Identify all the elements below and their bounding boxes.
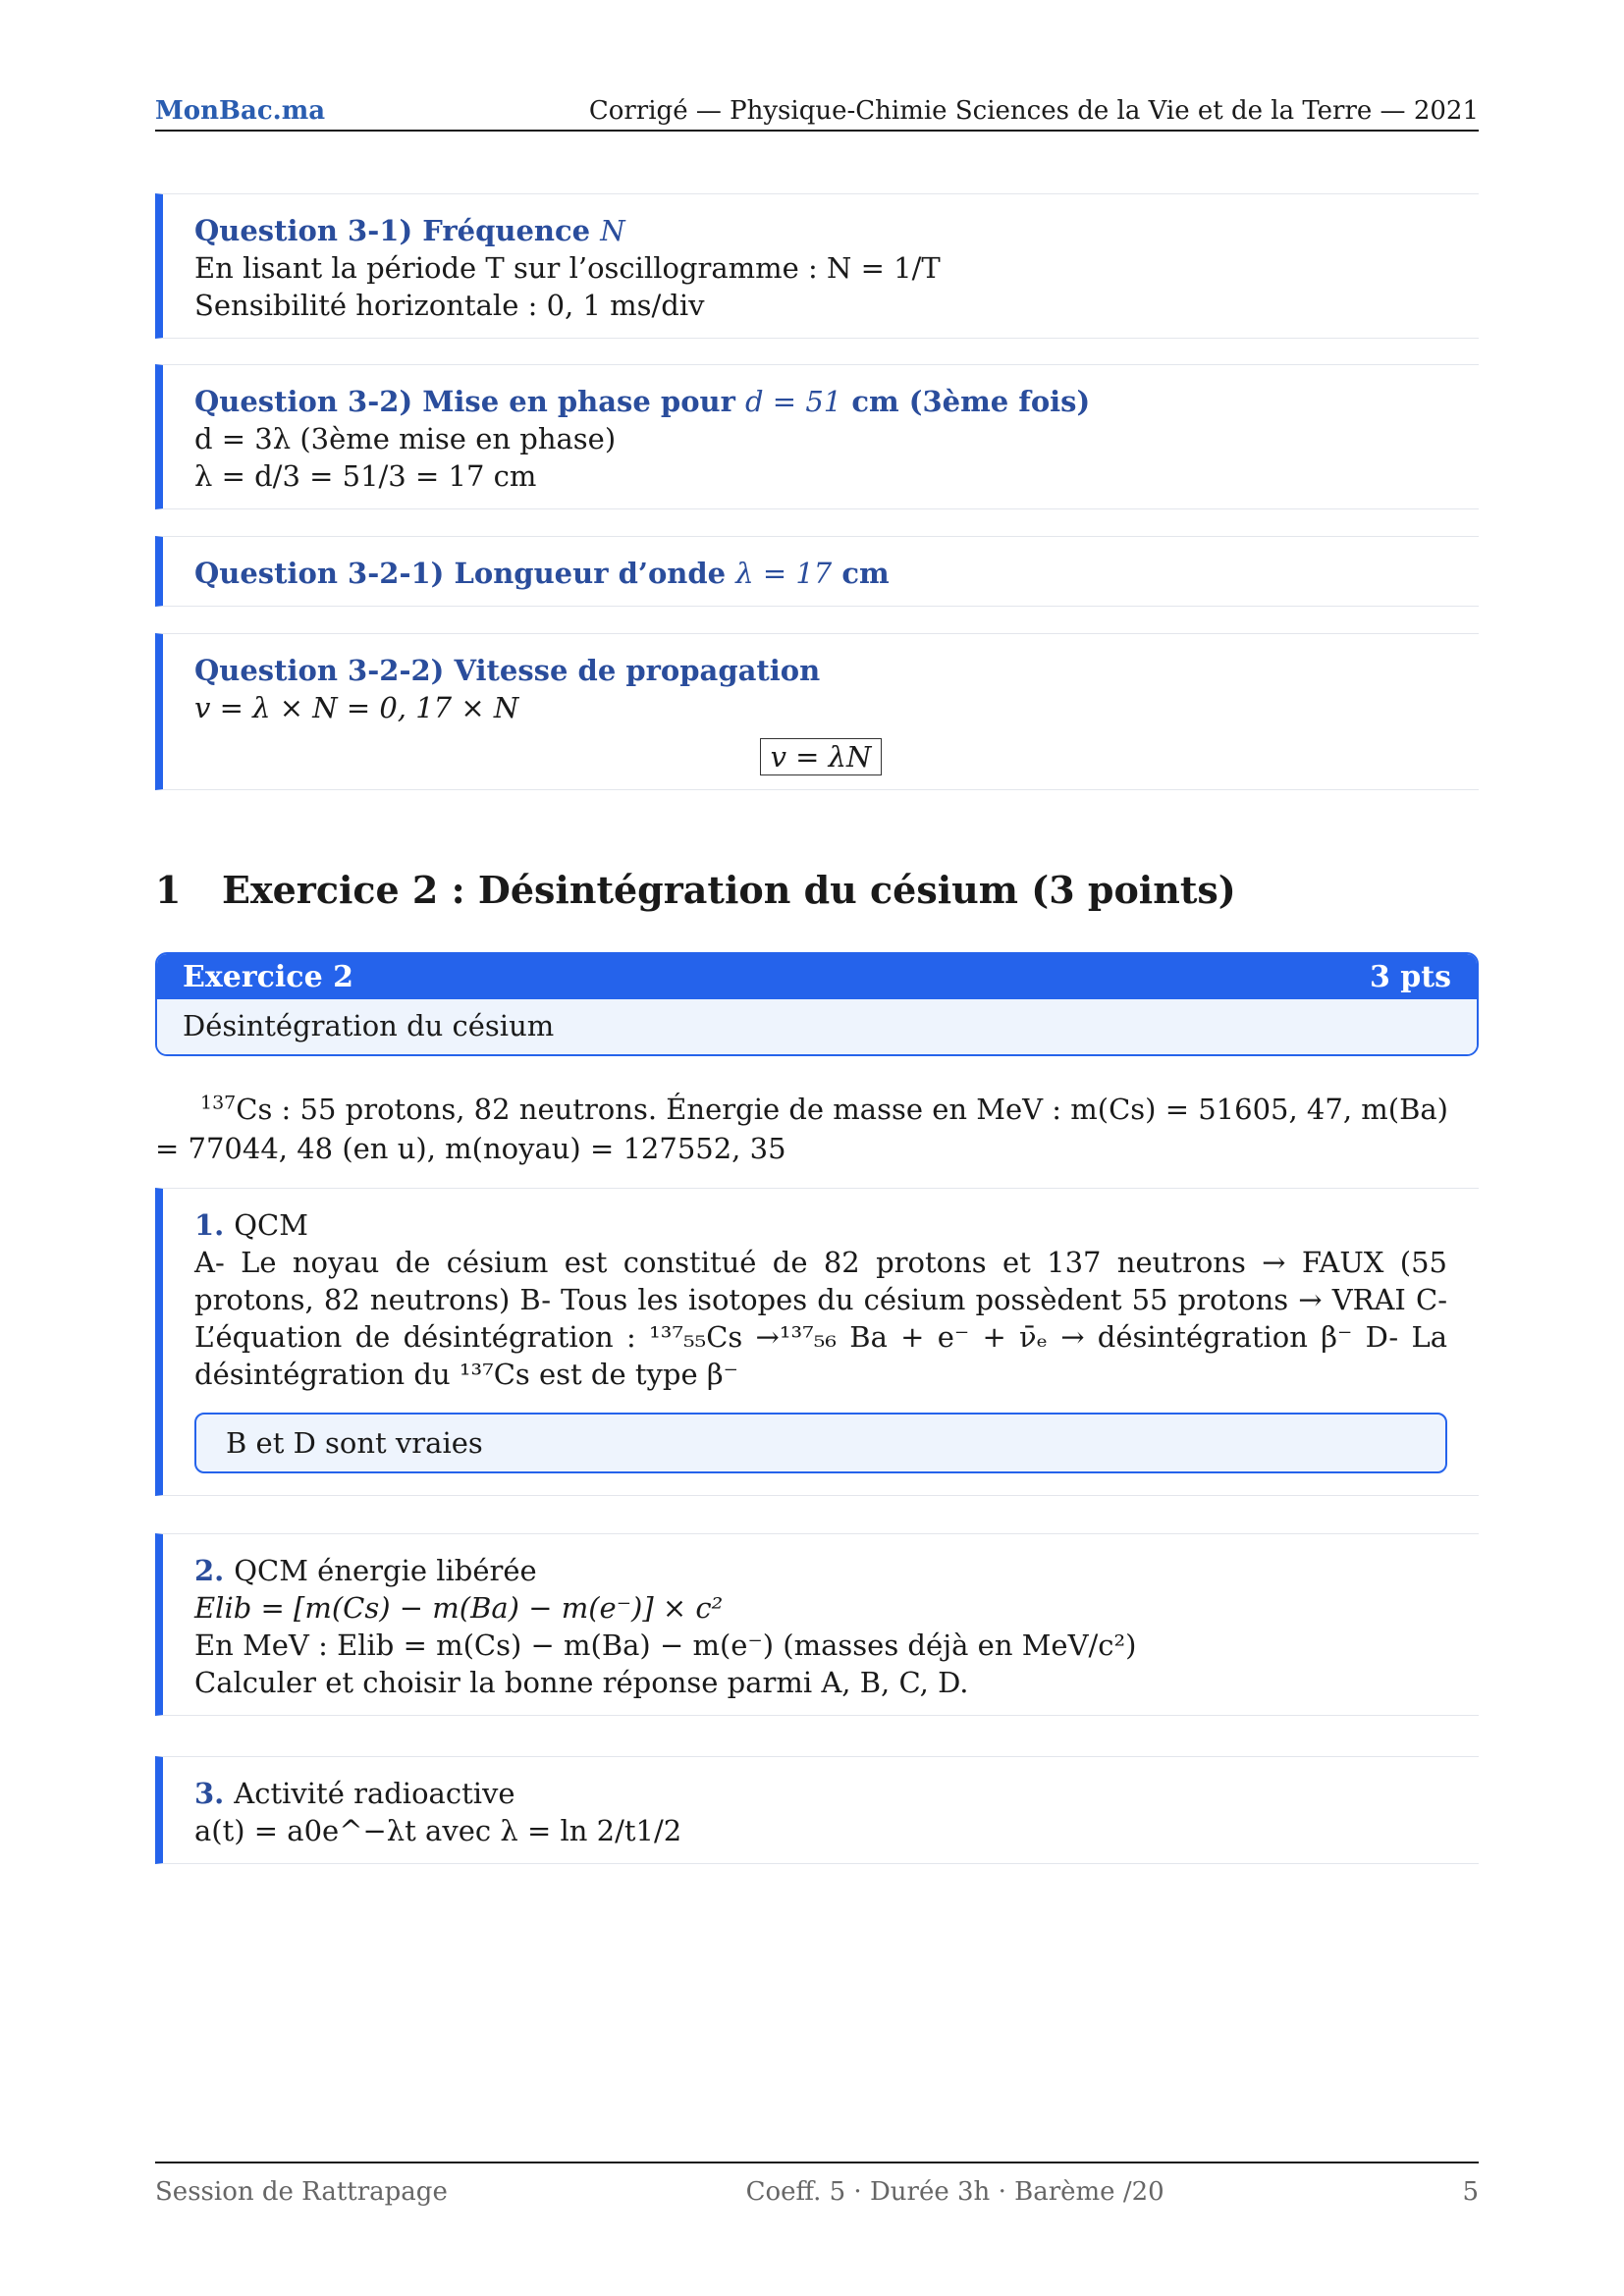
footer-session: Session de Rattrapage (155, 2177, 448, 2207)
item-3-number: 3. (194, 1777, 225, 1810)
question-3-2-2-title: Question 3-2-2) Vitesse de propagation (194, 654, 821, 687)
item-3-title: Activité radioactive (234, 1777, 515, 1810)
question-3-2-1-title: Question 3-2-1) Longueur d’onde λ = 17 cm (194, 557, 890, 590)
boxed-formula: v = λN (760, 738, 883, 775)
section-heading (155, 868, 1236, 912)
item-1-number: 1. (194, 1208, 225, 1242)
item-1-box (155, 1188, 1479, 1496)
intro-text: Cs : 55 protons, 82 neutrons. Énergie de masse en MeV : m(Cs) = 51605, 47, m(Ba) = 77044, 48 (en u), m(noyau) = 127552, 35 (155, 1093, 1448, 1165)
item-3-box (155, 1756, 1479, 1864)
question-3-2-title: Question 3-2) Mise en phase pour d = 51 cm (3ème fois) (194, 385, 1091, 418)
page-number: 5 (1462, 2177, 1479, 2207)
item-2-line2: En MeV : Elib = m(Cs) − m(Ba) − m(e⁻) (masses déjà en MeV/c²) (194, 1629, 1137, 1662)
footer-info: Coeff. 5 · Durée 3h · Barème /20 (745, 2177, 1164, 2207)
exercise-subtitle: Désintégration du césium (157, 999, 1477, 1054)
question-3-1-title: Question 3-1) Fréquence N (194, 214, 625, 247)
item-2-number: 2. (194, 1554, 225, 1587)
exercise-points: 3 pts (1369, 959, 1451, 994)
exercise-label: Exercice 2 (183, 959, 353, 994)
item-2-title: QCM énergie libérée (234, 1554, 537, 1587)
question-3-2-line1: d = 3λ (3ème mise en phase) (194, 422, 617, 455)
question-3-1-line1: En lisant la période T sur l’oscillogramme : N = 1/T (194, 251, 941, 285)
exercise-card (155, 952, 1479, 1056)
question-3-1-box (155, 193, 1479, 339)
item-2-heading (194, 1552, 1447, 1589)
item-2-line3: Calculer et choisir la bonne réponse parmi A, B, C, D. (194, 1666, 969, 1699)
section-number: 1 (155, 868, 182, 912)
boxed-formula-container (194, 738, 1447, 775)
brand-link[interactable]: MonBac.ma (155, 96, 326, 126)
item-1-heading (194, 1206, 1447, 1244)
question-3-2-1-box (155, 536, 1479, 607)
header-title: Corrigé — Physique-Chimie Sciences de la Vie et de la Terre — 2021 (588, 96, 1479, 126)
page-footer (155, 2162, 1479, 2207)
question-3-2-box (155, 364, 1479, 509)
item-1-answer: B et D sont vraies (194, 1413, 1447, 1473)
item-2-box (155, 1533, 1479, 1716)
item-1-body: A- Le noyau de césium est constitué de 82 protons et 137 neutrons → FAUX (55 protons, 82 neutrons) B- Tous les isotopes du césium possèdent 55 protons → VRAI C- L’équation de désintégration : ¹³⁷₅₅Cs →¹³⁷₅₆ Ba + e⁻ + ν̄ₑ → désintégration β⁻ D- La désintégration du ¹³⁷Cs est de type β⁻ (194, 1246, 1447, 1391)
item-1-title: QCM (234, 1208, 308, 1242)
item-3-heading (194, 1775, 1447, 1812)
page-header (155, 86, 1479, 132)
isotope-mass-number: 137 (200, 1092, 237, 1114)
section-title: Exercice 2 : Désintégration du césium (3 points) (222, 868, 1236, 912)
exercise-intro (155, 1090, 1479, 1168)
question-3-2-2-box (155, 633, 1479, 790)
item-2-line1: Elib = [m(Cs) − m(Ba) − m(e⁻)] × c² (194, 1591, 724, 1625)
question-3-2-line2: λ = d/3 = 51/3 = 17 cm (194, 459, 537, 493)
question-3-1-line2: Sensibilité horizontale : 0, 1 ms/div (194, 289, 705, 322)
exercise-card-header (157, 954, 1477, 999)
item-3-line1: a(t) = a0e^−λt avec λ = ln 2/t1/2 (194, 1814, 682, 1847)
question-3-2-2-line1: v = λ × N = 0, 17 × N (194, 691, 519, 724)
